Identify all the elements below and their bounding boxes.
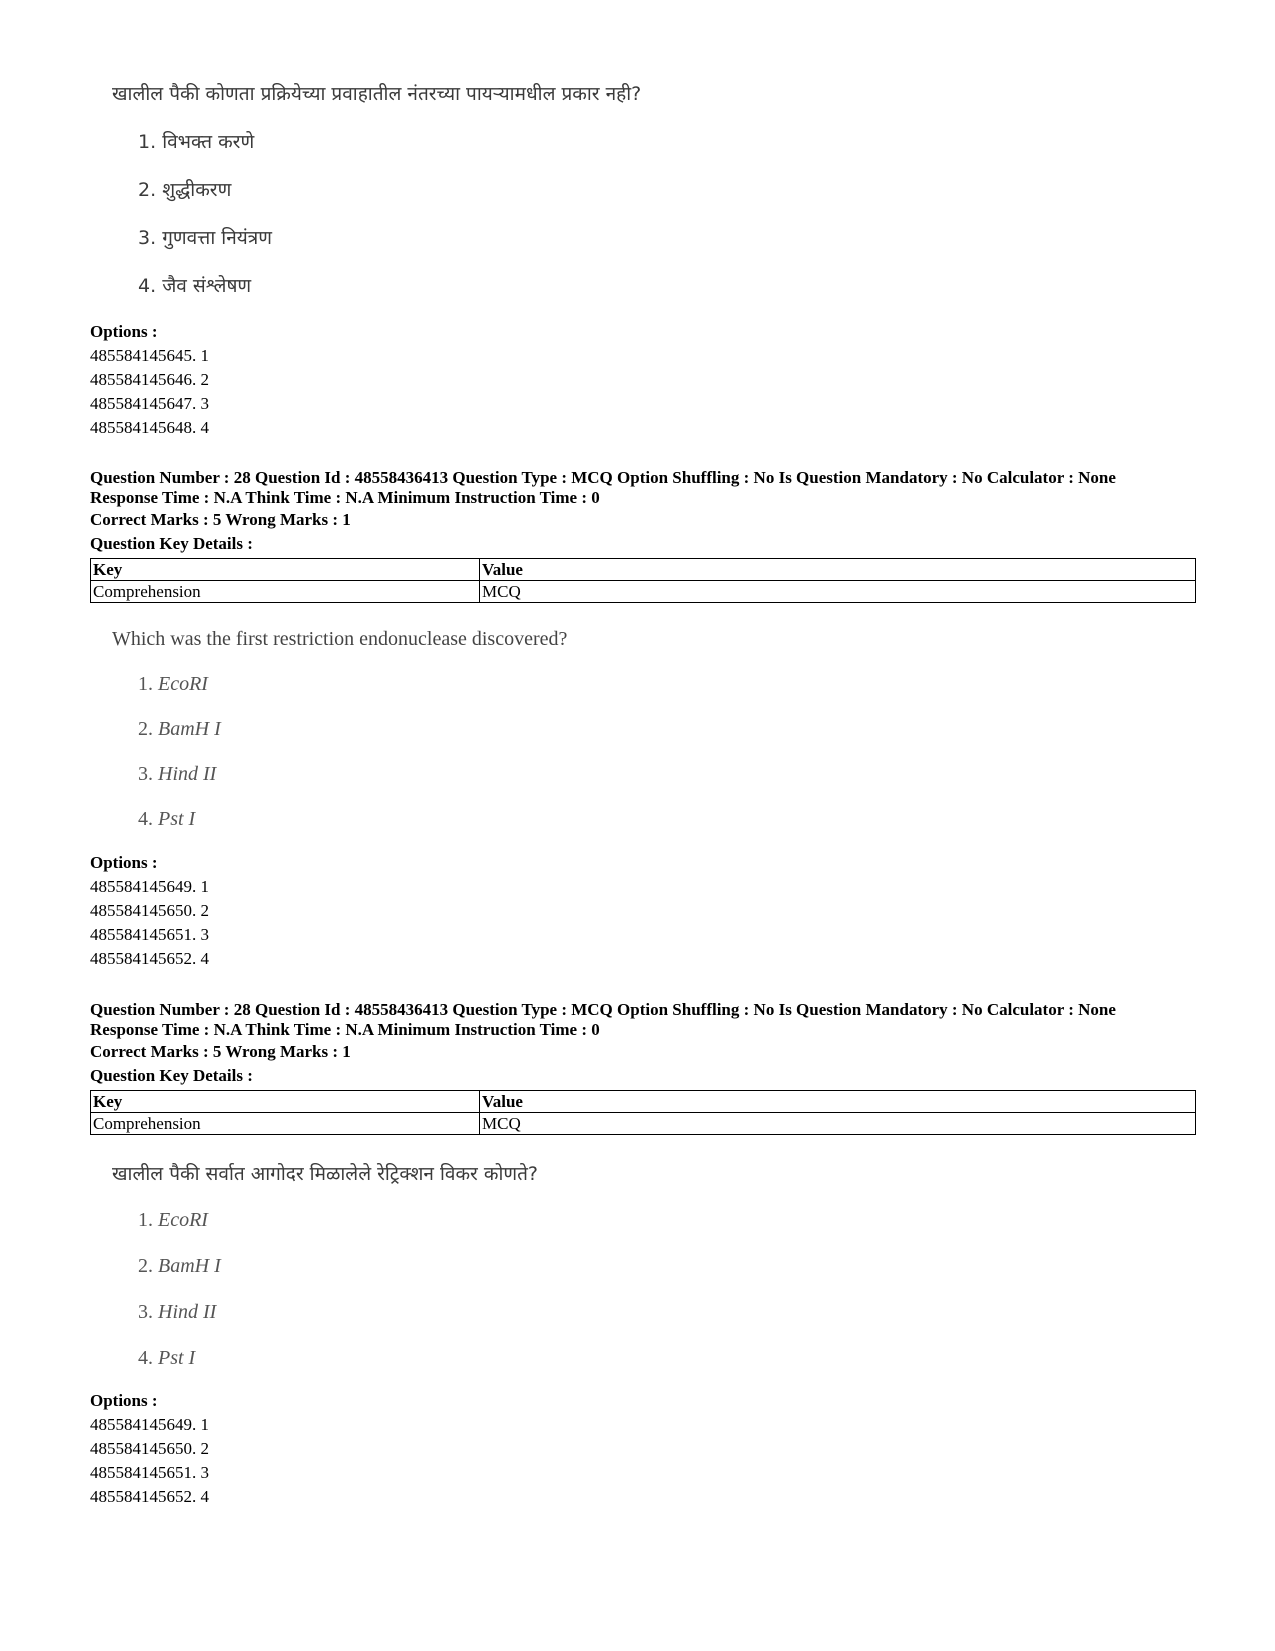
- q2-question-image: [112, 627, 567, 831]
- q2-option-id-1: 485584145649. 1: [90, 877, 209, 896]
- q2-option-2: 2. BamH I: [138, 718, 221, 740]
- q3-key-details-label: Question Key Details :: [90, 1066, 253, 1085]
- q2-key-table: [90, 558, 1196, 603]
- table-header-key: Key: [91, 559, 480, 581]
- q2-meta-line2: Response Time : N.A Think Time : N.A Minimum Instruction Time : 0: [90, 488, 600, 507]
- q3-meta-line1: Question Number : 28 Question Id : 48558436413 Question Type : MCQ Option Shuffling : No Is Question Mandatory : No Calculator : None: [90, 1000, 1116, 1019]
- q2-marks: Correct Marks : 5 Wrong Marks : 1: [90, 510, 351, 529]
- table-cell-key: Comprehension: [91, 581, 480, 603]
- q2-option-id-3: 485584145651. 3: [90, 925, 209, 944]
- q1-option-id-2: 485584145646. 2: [90, 370, 209, 389]
- table-row: [91, 1091, 1196, 1113]
- q2-option-id-4: 485584145652. 4: [90, 949, 209, 968]
- q2-options-label: Options :: [90, 853, 158, 872]
- q3-question-image: [112, 1162, 538, 1370]
- q1-option-2: 2. शुद्धीकरण: [138, 179, 232, 201]
- q1-option-3: 3. गुणवत्ता नियंत्रण: [138, 227, 272, 249]
- q3-option-4: 4. Pst I: [138, 1347, 196, 1369]
- table-cell-value: MCQ: [480, 1113, 1196, 1135]
- q2-key-details-label: Question Key Details :: [90, 534, 253, 553]
- q3-option-3: 3. Hind II: [138, 1301, 217, 1323]
- q1-option-id-4: 485584145648. 4: [90, 418, 209, 437]
- q1-option-1: 1. विभक्त करणे: [138, 131, 255, 153]
- table-row: [91, 1113, 1196, 1135]
- q1-option-4: 4. जैव संश्लेषण: [138, 275, 252, 297]
- q3-meta-line2: Response Time : N.A Think Time : N.A Minimum Instruction Time : 0: [90, 1020, 600, 1039]
- q2-stem: Which was the first restriction endonuclease discovered?: [112, 628, 568, 650]
- table-header-value: Value: [480, 559, 1196, 581]
- q3-marks: Correct Marks : 5 Wrong Marks : 1: [90, 1042, 351, 1061]
- q3-option-id-2: 485584145650. 2: [90, 1439, 209, 1458]
- q3-option-2: 2. BamH I: [138, 1255, 221, 1277]
- table-cell-value: MCQ: [480, 581, 1196, 603]
- table-header-value: Value: [480, 1091, 1196, 1113]
- q2-option-4: 4. Pst I: [138, 808, 196, 830]
- q3-options-block: [90, 1389, 1196, 1509]
- q1-stem: खालील पैकी कोणता प्रक्रियेच्या प्रवाहातील नंतरच्या पायऱ्यामधील प्रकार नही?: [112, 83, 642, 105]
- q1-question-image: [112, 82, 641, 298]
- q2-options-block: [90, 851, 1196, 971]
- q2-header: [90, 468, 1196, 603]
- q3-key-table: [90, 1090, 1196, 1135]
- q2-option-1: 1. EcoRI: [138, 673, 208, 695]
- q3-option-id-4: 485584145652. 4: [90, 1487, 209, 1506]
- q1-option-id-1: 485584145645. 1: [90, 346, 209, 365]
- table-cell-key: Comprehension: [91, 1113, 480, 1135]
- q3-option-id-1: 485584145649. 1: [90, 1415, 209, 1434]
- q3-stem: खालील पैकी सर्वात आगोदर मिळालेले रेट्रिक्शन विकर कोणते?: [112, 1163, 539, 1185]
- q1-options-label: Options :: [90, 322, 158, 341]
- q2-option-id-2: 485584145650. 2: [90, 901, 209, 920]
- q3-options-label: Options :: [90, 1391, 158, 1410]
- q3-option-1: 1. EcoRI: [138, 1209, 208, 1231]
- q2-option-3: 3. Hind II: [138, 763, 217, 785]
- q1-options-block: [90, 320, 1196, 440]
- q2-meta-line1: Question Number : 28 Question Id : 48558436413 Question Type : MCQ Option Shuffling : No Is Question Mandatory : No Calculator : None: [90, 468, 1116, 487]
- q1-option-id-3: 485584145647. 3: [90, 394, 209, 413]
- table-row: [91, 581, 1196, 603]
- q3-header: [90, 1000, 1196, 1135]
- q3-option-id-3: 485584145651. 3: [90, 1463, 209, 1482]
- table-row: [91, 559, 1196, 581]
- table-header-key: Key: [91, 1091, 480, 1113]
